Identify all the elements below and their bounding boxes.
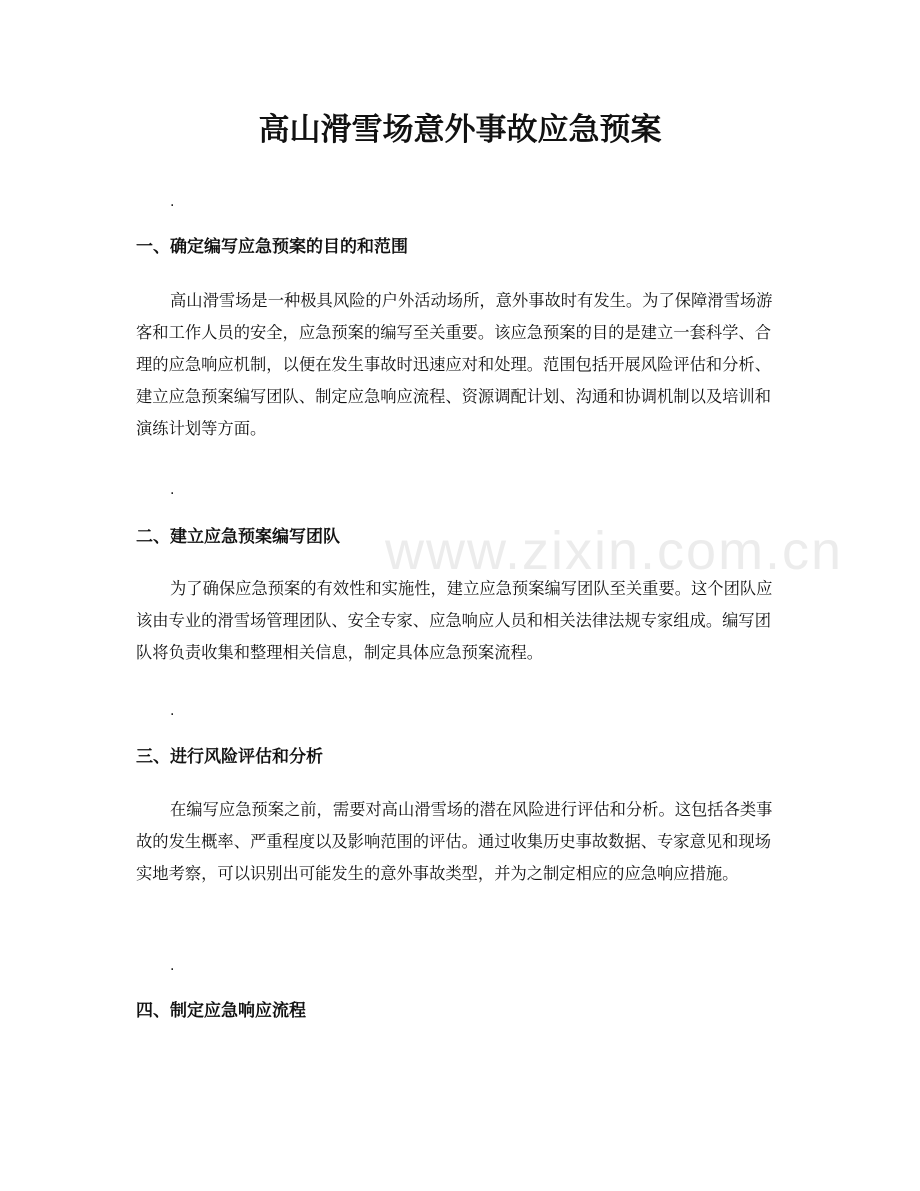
section-paragraph-3: 在编写应急预案之前，需要对高山滑雪场的潜在风险进行评估和分析。这包括各类事故的发生概率、严重程度以及影响范围的评估。通过收集历史事故数据、专家意见和现场实地考察，可以识别出可能发生的意外事故类型，并为之制定相应的应急响应措施。 — [136, 800, 773, 883]
document-title: 高山滑雪场意外事故应急预案 — [258, 112, 662, 148]
section-heading-3: 三、进行风险评估和分析 — [136, 747, 323, 767]
section-paragraph-2: 为了确保应急预案的有效性和实施性，建立应急预案编写团队至关重要。这个团队应该由专业的滑雪场管理团队、安全专家、应急响应人员和相关法律法规专家组成。编写团队将负责收集和整理相关信息，制定具体应急预案流程。 — [136, 579, 773, 662]
section-heading-1: 一、确定编写应急预案的目的和范围 — [136, 237, 408, 257]
section-heading-2: 二、建立应急预案编写团队 — [136, 527, 340, 547]
watermark: www.zixin.com.cn — [385, 521, 844, 581]
section-paragraph-1: 高山滑雪场是一种极具风险的户外活动场所，意外事故时有发生。为了保障滑雪场游客和工作人员的安全，应急预案的编写至关重要。该应急预案的目的是建立一套科学、合理的应急响应机制，以便在发生事故时迅速应对和处理。范围包括开展风险评估和分析、建立应急预案编写团队、制定应急响应流程、资源调配计划、沟通和协调机制以及培训和演练计划等方面。 — [136, 291, 773, 438]
separator-dot: . — [170, 482, 175, 498]
separator-dot: . — [170, 958, 175, 974]
separator-dot: . — [170, 703, 175, 719]
separator-dot: . — [170, 194, 175, 210]
section-heading-4: 四、制定应急响应流程 — [136, 1001, 306, 1021]
